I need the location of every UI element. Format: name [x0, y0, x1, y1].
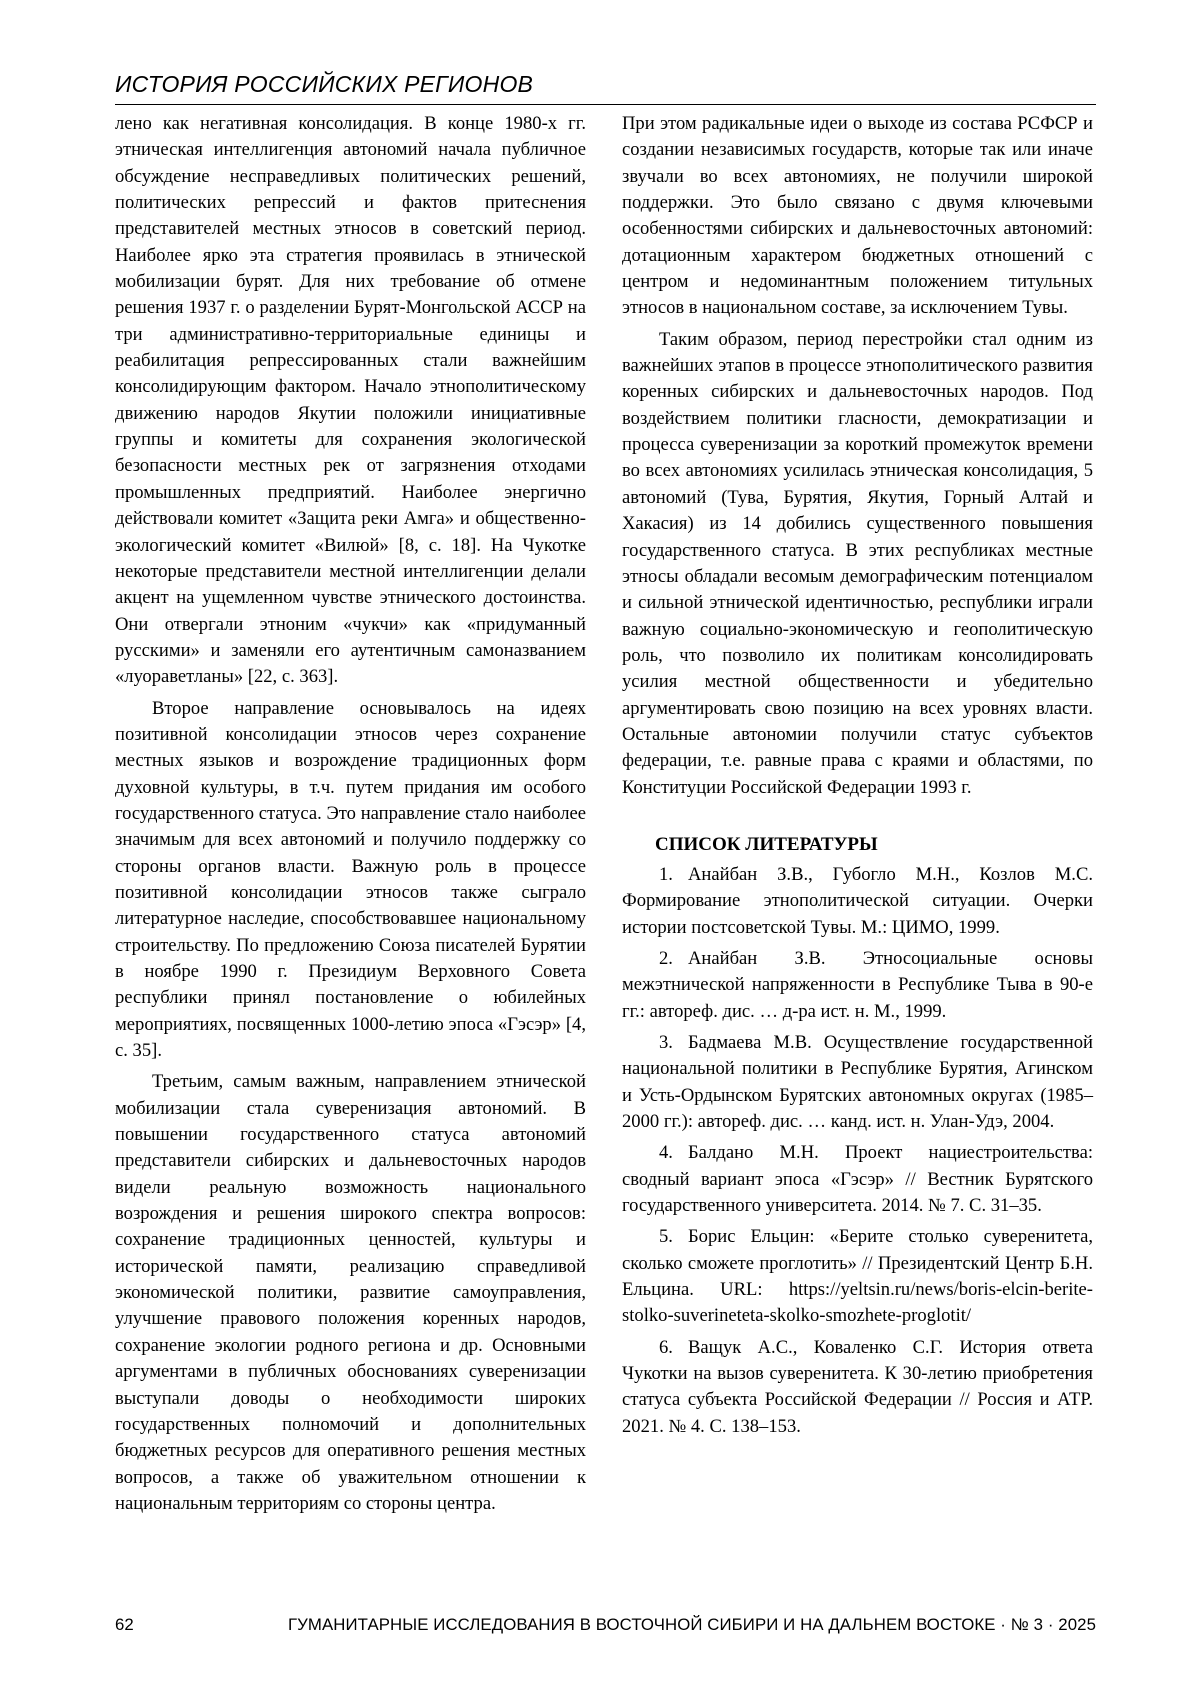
journal-title: ГУМАНИТАРНЫЕ ИССЛЕДОВАНИЯ В ВОСТОЧНОЙ СИБИРИ И НА ДАЛЬНЕМ ВОСТОКЕ · № 3 · 2025 [287, 1615, 1096, 1634]
reference-item [622, 946, 1093, 1025]
reference-number: 5. [659, 1226, 673, 1248]
right-column [622, 111, 1093, 1445]
reference-item [622, 1224, 1093, 1329]
references-heading: СПИСОК ЛИТЕРАТУРЫ [655, 833, 878, 855]
reference-text: Анайбан З.В., Губогло М.Н., Козлов М.С. Формирование этнополитической ситуации. Очерки истории постсоветской Тувы. М.: ЦИМО, 1999. [622, 863, 1093, 938]
body-paragraph: Второе направление основывалось на идеях позитивной консолидации этносов через сохранение местных языков и возрождение традиционных форм духовной культуры, в т.ч. путем придания им особого государственного статуса. Это направление стало наиболее значимым для всех автономий и получило поддержку со стороны органов власти. Важную роль в процессе позитивной консолидации этносов также сыграло литературное наследие, способствовавшее национальному строительству. По предложению Союза писателей Бурятии в ноябре 1990 г. Президиум Верховного Совета республики принял постановление о юбилейных мероприятиях, посвященных 1000-летию эпоса «Гэсэр» [4, с. 35]. [115, 697, 586, 1062]
reference-item [622, 1335, 1093, 1440]
body-paragraph: лено как негативная консолидация. В конце 1980-х гг. этническая интеллигенция автономий начала публичное обсуждение несправедливых политических решений, политических репрессий и фактов притеснения представителей местных этносов в советский период. Наиболее ярко эта стратегия проявилась в этнической мобилизации бурят. Для них требование об отмене решения 1937 г. о разделении Бурят-Монгольской АССР на три административно-территориальные единицы и реабилитация репрессированных стали важнейшим консолидирующим фактором. Начало этнополитическому движению народов Якутии положили инициативные группы и комитеты для сохранения экологической безопасности местных рек от загрязнения отходами промышленных предприятий. Наиболее энергично действовали комитет «Защита реки Амга» и общественно-экологический комитет «Вилюй» [8, с. 18]. На Чукотке некоторые представители местной интеллигенции делали акцент на ущемленном чувстве этнического достоинства. Они отвергали этноним «чукчи» как «придуманный русскими» и заменяли его аутентичным самоназванием «луораветланы» [22, с. 363]. [115, 113, 586, 688]
reference-text: Ващук А.С., Коваленко С.Г. История ответа Чукотки на вызов суверенитета. К 30-летию приобретения статуса субъекта Российской Федерации // Россия и АТР. 2021. № 4. С. 138–153. [622, 1336, 1093, 1437]
running-title: ИСТОРИЯ РОССИЙСКИХ РЕГИОНОВ [115, 71, 534, 97]
reference-text: Балдано М.Н. Проект нациестроительства: сводный вариант эпоса «Гэсэр» // Вестник Бурятского государственного университета. 2014. № 7. С. 31–35. [622, 1142, 1093, 1217]
reference-item [622, 1030, 1093, 1135]
body-paragraph: Третьим, самым важным, направлением этнической мобилизации стала суверенизация автономий. В повышении государственного статуса автономий представители сибирских и дальневосточных народов видели реальную возможность национального возрождения и решения широкого спектра вопросов: сохранение традиционных ценностей, культуры и исторической памяти, реализацию справедливой экономической политики, развитие самоуправления, улучшение правового положения коренных народов, сохранение экологии родного региона и др. Основными аргументами в публичных обоснованиях суверенизации выступали доводы о необходимости широких государственных полномочий и дополнительных бюджетных ресурсов для оперативного решения местных вопросов, а также об уважительном отношении к национальным территориям со стороны центра. [115, 1071, 586, 1514]
reference-number: 1. [659, 863, 673, 885]
reference-number: 6. [659, 1336, 673, 1358]
reference-number: 3. [659, 1032, 673, 1053]
reference-text: Бадмаева М.В. Осуществление государственной национальной политики в Республике Бурятия, Агинском и Усть-Ордынском Бурятских автономных округах (1985–2000 гг.): автореф. дис. … канд. ист. н. Улан-Удэ, 2004. [622, 1032, 1093, 1133]
running-head [115, 68, 1096, 105]
reference-text: Анайбан З.В. Этносоциальные основы межэтнической напряженности в Республике Тыва в 90-е гг.: автореф. дис. … д-ра ист. н. М., 1999. [622, 947, 1093, 1022]
reference-text: Борис Ельцин: «Берите столько суверенитета, сколько сможете проглотить» // Президентский Центр Б.Н. Ельцина. URL: https://yeltsin.ru/news/boris-elcin-berite-stolko-suverineteta-skolko-smozhete-proglotit/ [622, 1226, 1093, 1327]
body-paragraph: Таким образом, период перестройки стал одним из важнейших этапов в процессе этнополитического развития коренных сибирских и дальневосточных народов. Под воздействием политики гласности, демократизации и процесса суверенизации за короткий промежуток времени во всех автономиях усилилась этническая консолидация, 5 автономий (Тува, Бурятия, Якутия, Горный Алтай и Хакасия) из 14 добились существенного повышения государственного статуса. В этих республиках местные этносы обладали весомым демографическим потенциалом и сильной этнической идентичностью, республики играли важную социально-экономическую и геополитическую роль, что позволило их политикам консолидировать усилия местной общественности и убедительно аргументировать свою позицию на всех уровнях власти. Остальные автономии получили статус субъектов федерации, т.е. равные права с краями и областями, по Конституции Российской Федерации 1993 г. [622, 328, 1093, 798]
reference-item [622, 862, 1093, 941]
references-list [622, 862, 1093, 1440]
reference-number: 2. [659, 947, 673, 969]
left-column [115, 111, 586, 1517]
page-number: 62 [115, 1615, 134, 1634]
reference-number: 4. [659, 1142, 673, 1164]
reference-item [622, 1140, 1093, 1219]
body-paragraph: При этом радикальные идеи о выходе из состава РСФСР и создании независимых государств, которые так или иначе звучали во всех автономиях, не получили широкой поддержки. Это было связано с двумя ключевыми особенностями сибирских и дальневосточных автономий: дотационным характером бюджетных отношений с центром и недоминантным положением титульных этносов в национальном составе, за исключением Тувы. [622, 113, 1093, 319]
